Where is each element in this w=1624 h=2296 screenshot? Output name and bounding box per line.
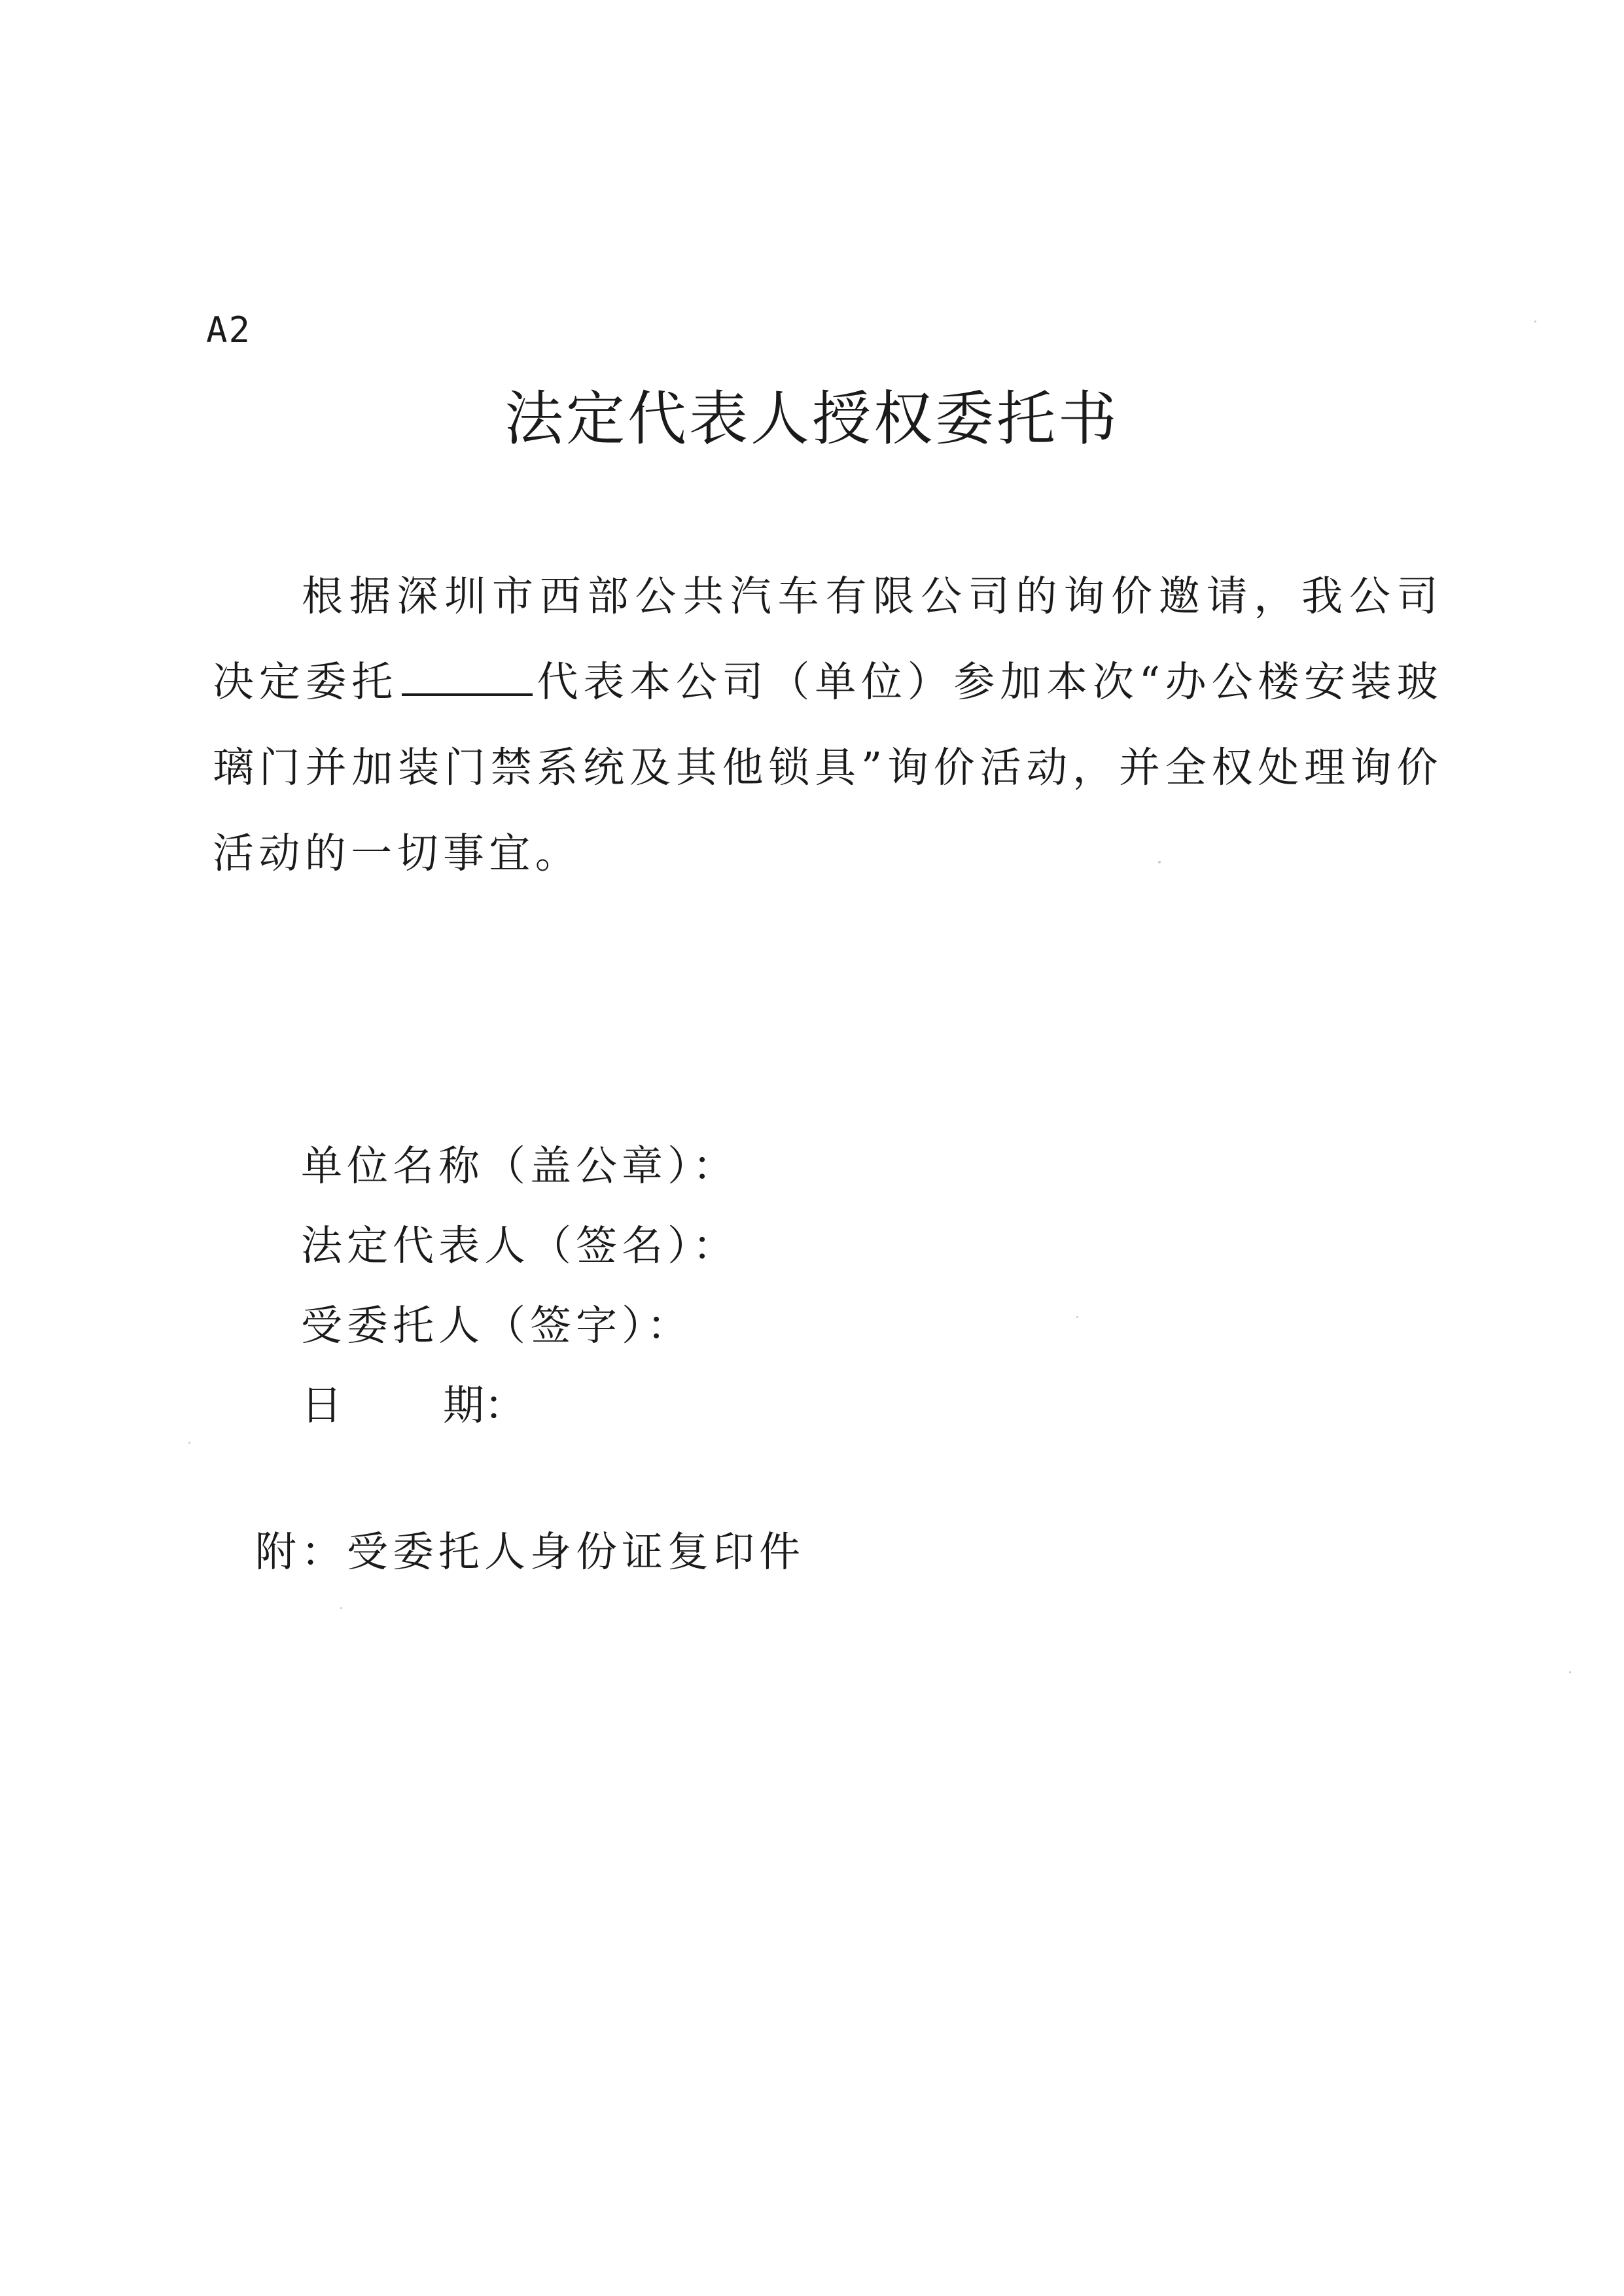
scan-speck bbox=[1158, 861, 1161, 863]
signature-block bbox=[301, 1126, 739, 1446]
unit-name-row bbox=[301, 1126, 739, 1206]
date-label bbox=[301, 1366, 525, 1446]
scan-speck bbox=[1534, 321, 1536, 322]
legal-rep-label: 法定代表人（签名）： bbox=[301, 1222, 739, 1270]
scan-speck bbox=[188, 1442, 190, 1444]
attachment-note: 附：受委托人身份证复印件 bbox=[255, 1528, 805, 1576]
scan-speck bbox=[340, 1607, 342, 1609]
document-code: A2 bbox=[206, 309, 252, 351]
legal-rep-row bbox=[301, 1206, 739, 1286]
date-label-char1: 日 bbox=[301, 1382, 342, 1429]
date-row bbox=[301, 1366, 739, 1446]
date-label-char2: 期： bbox=[443, 1382, 525, 1429]
unit-name-label: 单位名称（盖公章）： bbox=[301, 1142, 739, 1190]
authorization-paragraph bbox=[213, 553, 1443, 896]
paragraph-text-part2: 代表本公司（单位）参加本次“办公楼安装玻璃门并加装门禁系统及其他锁具”询价活动，并全权处理询价活动的一切事宜。 bbox=[213, 658, 1443, 877]
document-title: 法定代表人授权委托书 bbox=[504, 385, 1120, 453]
trustee-name-blank bbox=[402, 661, 533, 696]
trustee-label: 受委托人（签字）： bbox=[301, 1302, 693, 1349]
scan-speck bbox=[1076, 1316, 1078, 1318]
paragraph-text-part1: 根据深圳市西部公共汽车有限公司的询价邀请，我公司决定委托 bbox=[213, 572, 1443, 706]
trustee-row bbox=[301, 1286, 739, 1366]
scan-speck bbox=[1569, 1671, 1571, 1673]
